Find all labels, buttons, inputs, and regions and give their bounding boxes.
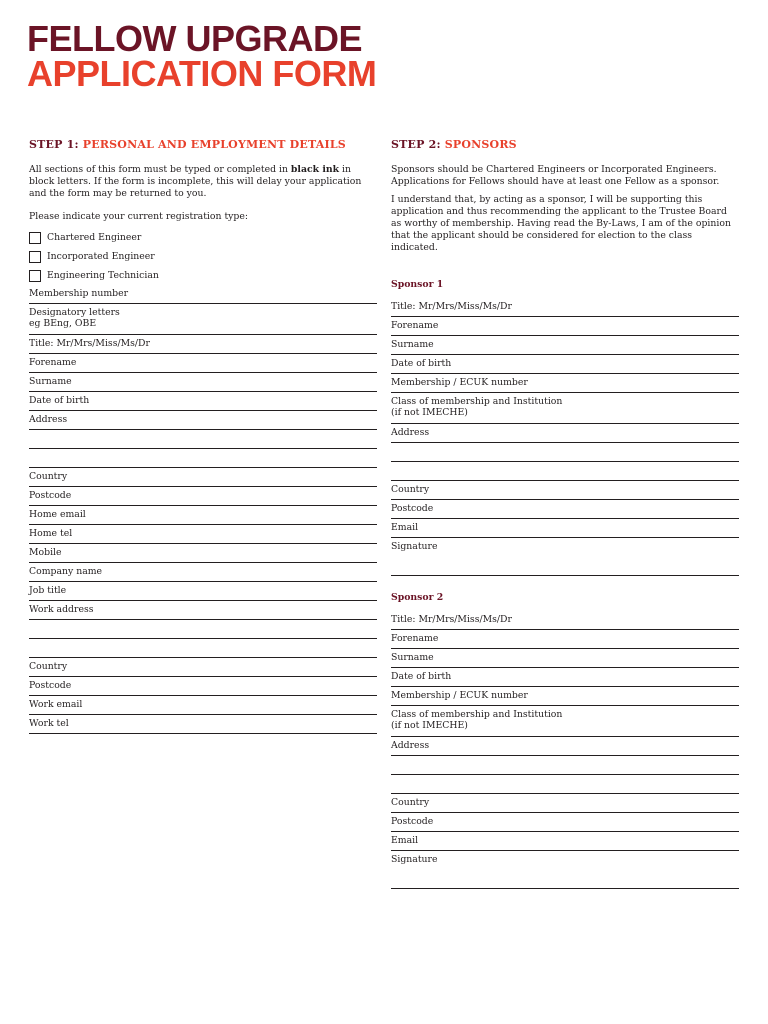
sponsor2-address-line-2[interactable] [391,756,739,775]
sponsor2-membership-field[interactable]: Membership / ECUK number [391,687,739,706]
engineering-technician-checkbox[interactable] [29,270,41,282]
step2-section [391,138,739,889]
sponsor1-forename-field[interactable]: Forename [391,317,739,336]
sponsor2-dob-field[interactable]: Date of birth [391,668,739,687]
work-address-line-3[interactable] [29,639,377,658]
sponsor1-title-field[interactable]: Title: Mr/Mrs/Miss/Ms/Dr [391,298,739,317]
sponsor1-class-field[interactable]: Class of membership and Institution (if not IMECHE) [391,393,739,424]
step1-title: PERSONAL AND EMPLOYMENT DETAILS [82,138,346,151]
step1-instructions: All sections of this form must be typed or completed in black ink in block letters. If the form is incomplete, this will delay your application and the form may be returned to you. [29,164,362,199]
step2-heading [391,138,739,155]
work-address-line-2[interactable] [29,620,377,639]
sponsor-requirements: Sponsors should be Chartered Engineers or Incorporated Engineers. Applications for Fellows should have at least one Fellow as a sponsor. [391,164,720,187]
sponsor2-forename-field[interactable]: Forename [391,630,739,649]
sponsor2-title-field[interactable]: Title: Mr/Mrs/Miss/Ms/Dr [391,611,739,630]
option-engineering-technician[interactable] [29,266,377,285]
step2-title: SPONSORS [444,138,517,151]
postcode-field[interactable]: Postcode [29,487,377,506]
sponsor2-heading: Sponsor 2 [391,592,444,603]
sponsor1-heading: Sponsor 1 [391,279,444,290]
designatory-letters-field[interactable]: Designatory letters eg BEng, OBE [29,304,377,335]
step1-section [29,138,377,734]
address-field[interactable]: Address [29,411,377,430]
job-title-field[interactable]: Job title [29,582,377,601]
work-country-field[interactable]: Country [29,658,377,677]
form-title-line1: FELLOW UPGRADE [27,18,362,59]
option-incorporated-engineer[interactable] [29,247,377,266]
step2-number: STEP 2: [391,138,441,151]
sponsor-declaration: I understand that, by acting as a sponsor, I will be supporting this application and thus recommending the applicant to the Trustee Board as worthy of membership. Having read the By-Laws, I am of the opinion that the applicant should be considered for election to the class indicated. [391,194,731,253]
step1-number: STEP 1: [29,138,79,151]
sponsor2-signature-field[interactable]: Signature [391,851,739,889]
work-postcode-field[interactable]: Postcode [29,677,377,696]
work-email-field[interactable]: Work email [29,696,377,715]
membership-number-field[interactable]: Membership number [29,285,377,304]
mobile-field[interactable]: Mobile [29,544,377,563]
sponsor2-address-line-3[interactable] [391,775,739,794]
country-field[interactable]: Country [29,468,377,487]
option-chartered-engineer[interactable] [29,228,377,247]
sponsor1-country-field[interactable]: Country [391,481,739,500]
sponsor2-country-field[interactable]: Country [391,794,739,813]
sponsor2-class-field[interactable]: Class of membership and Institution (if not IMECHE) [391,706,739,737]
home-email-field[interactable]: Home email [29,506,377,525]
sponsor1-address-line-2[interactable] [391,443,739,462]
sponsor1-email-field[interactable]: Email [391,519,739,538]
form-title-line2: APPLICATION FORM [27,53,377,94]
sponsor1-address-field[interactable]: Address [391,424,739,443]
registration-prompt: Please indicate your current registration type: [29,211,249,222]
work-tel-field[interactable]: Work tel [29,715,377,734]
incorporated-engineer-checkbox[interactable] [29,251,41,263]
sponsor2-surname-field[interactable]: Surname [391,649,739,668]
sponsor2-address-field[interactable]: Address [391,737,739,756]
work-address-field[interactable]: Work address [29,601,377,620]
forename-field[interactable]: Forename [29,354,377,373]
address-line-3[interactable] [29,449,377,468]
sponsor1-postcode-field[interactable]: Postcode [391,500,739,519]
surname-field[interactable]: Surname [29,373,377,392]
sponsor1-surname-field[interactable]: Surname [391,336,739,355]
chartered-engineer-checkbox[interactable] [29,232,41,244]
engineering-technician-label: Engineering Technician [47,270,159,281]
company-name-field[interactable]: Company name [29,563,377,582]
sponsor1-signature-field[interactable]: Signature [391,538,739,576]
sponsor2-email-field[interactable]: Email [391,832,739,851]
address-line-2[interactable] [29,430,377,449]
sponsor1-address-line-3[interactable] [391,462,739,481]
home-tel-field[interactable]: Home tel [29,525,377,544]
sponsor1-dob-field[interactable]: Date of birth [391,355,739,374]
sponsor2-postcode-field[interactable]: Postcode [391,813,739,832]
step1-heading [29,138,377,155]
sponsor1-membership-field[interactable]: Membership / ECUK number [391,374,739,393]
incorporated-engineer-label: Incorporated Engineer [47,251,155,262]
chartered-engineer-label: Chartered Engineer [47,232,142,243]
date-of-birth-field[interactable]: Date of birth [29,392,377,411]
title-field[interactable]: Title: Mr/Mrs/Miss/Ms/Dr [29,335,377,354]
